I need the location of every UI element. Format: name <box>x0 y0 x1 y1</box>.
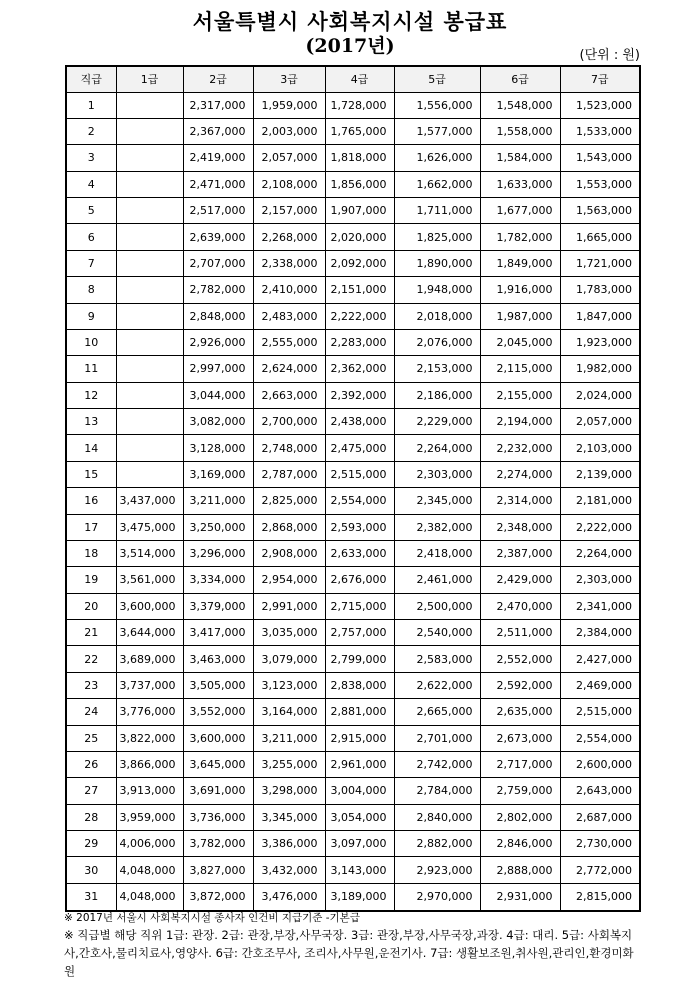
table-row <box>66 778 640 804</box>
step-cell: 22 <box>66 646 116 672</box>
table-row <box>66 646 640 672</box>
salary-cell: 2,868,000 <box>253 514 325 540</box>
salary-cell: 2,108,000 <box>253 171 325 197</box>
salary-cell: 1,825,000 <box>394 224 480 250</box>
salary-cell: 3,334,000 <box>183 567 253 593</box>
table-row <box>66 883 640 911</box>
salary-cell: 2,392,000 <box>325 382 394 408</box>
salary-cell: 1,626,000 <box>394 145 480 171</box>
salary-cell: 2,888,000 <box>480 857 560 883</box>
salary-cell: 1,728,000 <box>325 92 394 118</box>
step-cell: 29 <box>66 831 116 857</box>
salary-cell: 2,848,000 <box>183 303 253 329</box>
step-cell: 20 <box>66 593 116 619</box>
salary-cell: 2,338,000 <box>253 250 325 276</box>
salary-cell: 2,701,000 <box>394 725 480 751</box>
salary-cell: 3,097,000 <box>325 831 394 857</box>
step-cell: 5 <box>66 198 116 224</box>
salary-cell: 3,736,000 <box>183 804 253 830</box>
salary-cell: 2,057,000 <box>253 145 325 171</box>
table-row <box>66 303 640 329</box>
salary-cell: 3,505,000 <box>183 672 253 698</box>
step-cell: 13 <box>66 409 116 435</box>
column-header: 1급 <box>116 66 183 92</box>
salary-cell: 1,563,000 <box>560 198 640 224</box>
step-cell: 18 <box>66 540 116 566</box>
salary-cell: 3,463,000 <box>183 646 253 672</box>
salary-cell: 2,717,000 <box>480 751 560 777</box>
salary-cell: 2,881,000 <box>325 699 394 725</box>
salary-cell: 3,959,000 <box>116 804 183 830</box>
salary-cell: 2,194,000 <box>480 409 560 435</box>
step-cell: 23 <box>66 672 116 698</box>
salary-cell: 3,561,000 <box>116 567 183 593</box>
salary-cell: 3,250,000 <box>183 514 253 540</box>
salary-cell: 3,432,000 <box>253 857 325 883</box>
salary-cell: 2,181,000 <box>560 488 640 514</box>
salary-cell: 3,255,000 <box>253 751 325 777</box>
salary-cell: 2,665,000 <box>394 699 480 725</box>
salary-cell: 2,583,000 <box>394 646 480 672</box>
column-header: 4급 <box>325 66 394 92</box>
table-body <box>66 92 640 911</box>
step-cell: 15 <box>66 461 116 487</box>
table-row <box>66 356 640 382</box>
salary-cell: 2,384,000 <box>560 620 640 646</box>
salary-cell: 1,783,000 <box>560 277 640 303</box>
page-subtitle: (2017년) <box>305 35 395 57</box>
salary-cell: 1,533,000 <box>560 118 640 144</box>
table-row <box>66 567 640 593</box>
salary-cell <box>116 356 183 382</box>
step-cell: 10 <box>66 329 116 355</box>
salary-cell: 1,711,000 <box>394 198 480 224</box>
salary-cell: 3,004,000 <box>325 778 394 804</box>
salary-cell: 2,997,000 <box>183 356 253 382</box>
salary-cell: 2,600,000 <box>560 751 640 777</box>
salary-cell: 1,959,000 <box>253 92 325 118</box>
salary-cell: 2,303,000 <box>394 461 480 487</box>
salary-cell <box>116 92 183 118</box>
salary-cell: 2,730,000 <box>560 831 640 857</box>
salary-cell: 1,916,000 <box>480 277 560 303</box>
salary-cell <box>116 250 183 276</box>
salary-cell: 2,787,000 <box>253 461 325 487</box>
salary-cell: 2,923,000 <box>394 857 480 883</box>
salary-cell: 2,908,000 <box>253 540 325 566</box>
salary-cell <box>116 329 183 355</box>
salary-cell: 2,274,000 <box>480 461 560 487</box>
table-row <box>66 699 640 725</box>
step-cell: 7 <box>66 250 116 276</box>
footnote-basis: ※ 2017년 서울시 사회복지시설 종사자 인건비 지급기준 -기본급 <box>64 912 360 924</box>
table-row <box>66 329 640 355</box>
salary-cell: 3,211,000 <box>183 488 253 514</box>
step-cell: 28 <box>66 804 116 830</box>
salary-cell: 2,961,000 <box>325 751 394 777</box>
salary-cell: 1,907,000 <box>325 198 394 224</box>
salary-cell <box>116 461 183 487</box>
salary-cell: 2,593,000 <box>325 514 394 540</box>
salary-cell <box>116 303 183 329</box>
salary-cell: 2,511,000 <box>480 620 560 646</box>
salary-cell: 2,784,000 <box>394 778 480 804</box>
salary-cell: 2,157,000 <box>253 198 325 224</box>
salary-cell: 2,155,000 <box>480 382 560 408</box>
step-cell: 3 <box>66 145 116 171</box>
salary-cell: 1,948,000 <box>394 277 480 303</box>
salary-cell: 2,419,000 <box>183 145 253 171</box>
step-cell: 11 <box>66 356 116 382</box>
salary-cell: 2,673,000 <box>480 725 560 751</box>
salary-cell: 1,818,000 <box>325 145 394 171</box>
salary-cell: 2,552,000 <box>480 646 560 672</box>
salary-cell <box>116 118 183 144</box>
salary-cell: 2,057,000 <box>560 409 640 435</box>
salary-cell: 2,624,000 <box>253 356 325 382</box>
salary-cell: 3,475,000 <box>116 514 183 540</box>
step-cell: 24 <box>66 699 116 725</box>
table-row <box>66 171 640 197</box>
column-header: 5급 <box>394 66 480 92</box>
salary-cell: 2,283,000 <box>325 329 394 355</box>
salary-cell: 2,268,000 <box>253 224 325 250</box>
footnotes <box>64 910 639 980</box>
salary-cell: 2,264,000 <box>394 435 480 461</box>
salary-cell: 2,469,000 <box>560 672 640 698</box>
salary-cell: 2,018,000 <box>394 303 480 329</box>
salary-cell: 3,737,000 <box>116 672 183 698</box>
salary-cell: 2,222,000 <box>325 303 394 329</box>
salary-cell <box>116 435 183 461</box>
unit-label: (단위 : 원) <box>579 48 640 63</box>
salary-cell: 2,461,000 <box>394 567 480 593</box>
salary-cell: 2,840,000 <box>394 804 480 830</box>
salary-cell: 1,987,000 <box>480 303 560 329</box>
salary-cell: 2,643,000 <box>560 778 640 804</box>
salary-cell: 2,838,000 <box>325 672 394 698</box>
salary-cell: 2,003,000 <box>253 118 325 144</box>
salary-cell: 2,151,000 <box>325 277 394 303</box>
salary-cell: 2,554,000 <box>560 725 640 751</box>
salary-cell: 2,429,000 <box>480 567 560 593</box>
salary-cell: 3,189,000 <box>325 883 394 911</box>
step-cell: 8 <box>66 277 116 303</box>
salary-cell: 1,923,000 <box>560 329 640 355</box>
salary-cell: 3,476,000 <box>253 883 325 911</box>
salary-cell: 1,584,000 <box>480 145 560 171</box>
salary-cell: 2,931,000 <box>480 883 560 911</box>
table-row <box>66 277 640 303</box>
salary-cell: 2,515,000 <box>560 699 640 725</box>
salary-cell: 3,211,000 <box>253 725 325 751</box>
salary-cell: 1,577,000 <box>394 118 480 144</box>
salary-cell: 3,600,000 <box>116 593 183 619</box>
salary-cell: 3,872,000 <box>183 883 253 911</box>
salary-cell: 2,483,000 <box>253 303 325 329</box>
table-row <box>66 488 640 514</box>
step-cell: 21 <box>66 620 116 646</box>
salary-cell: 1,782,000 <box>480 224 560 250</box>
salary-cell: 2,825,000 <box>253 488 325 514</box>
salary-cell: 1,556,000 <box>394 92 480 118</box>
salary-cell: 3,776,000 <box>116 699 183 725</box>
salary-cell <box>116 145 183 171</box>
salary-cell: 4,048,000 <box>116 857 183 883</box>
table-row <box>66 118 640 144</box>
salary-cell: 2,715,000 <box>325 593 394 619</box>
step-cell: 9 <box>66 303 116 329</box>
step-cell: 4 <box>66 171 116 197</box>
table-header-row <box>66 66 640 92</box>
salary-cell: 2,076,000 <box>394 329 480 355</box>
salary-cell: 1,765,000 <box>325 118 394 144</box>
salary-cell: 1,558,000 <box>480 118 560 144</box>
salary-cell: 2,540,000 <box>394 620 480 646</box>
salary-cell: 2,438,000 <box>325 409 394 435</box>
table-row <box>66 804 640 830</box>
table-row <box>66 224 640 250</box>
salary-cell: 2,622,000 <box>394 672 480 698</box>
salary-cell: 2,592,000 <box>480 672 560 698</box>
step-cell: 14 <box>66 435 116 461</box>
salary-cell: 2,815,000 <box>560 883 640 911</box>
salary-cell: 2,303,000 <box>560 567 640 593</box>
salary-cell: 2,970,000 <box>394 883 480 911</box>
salary-cell: 2,410,000 <box>253 277 325 303</box>
salary-cell <box>116 224 183 250</box>
salary-cell: 2,232,000 <box>480 435 560 461</box>
step-cell: 25 <box>66 725 116 751</box>
salary-cell: 2,115,000 <box>480 356 560 382</box>
salary-cell: 3,644,000 <box>116 620 183 646</box>
salary-cell: 3,437,000 <box>116 488 183 514</box>
salary-cell: 2,348,000 <box>480 514 560 540</box>
salary-cell: 2,186,000 <box>394 382 480 408</box>
salary-cell: 2,663,000 <box>253 382 325 408</box>
step-cell: 30 <box>66 857 116 883</box>
step-cell: 19 <box>66 567 116 593</box>
salary-cell: 3,169,000 <box>183 461 253 487</box>
salary-cell: 2,846,000 <box>480 831 560 857</box>
footnote-positions: ※ 직급별 해당 직위 1급: 관장. 2급: 관장,부장,사무국장. 3급: 관장,부장,사무국장,과장. 4급: 대리. 5급: 사회복지사,간호사,물리치료사,영양사. 6급: 간호조무사, 조리사,사무원,운전기사. 7급: 생활보조원,취사원,관리인,환경미화원 <box>64 928 634 978</box>
salary-cell: 2,554,000 <box>325 488 394 514</box>
salary-cell: 3,689,000 <box>116 646 183 672</box>
salary-cell: 2,759,000 <box>480 778 560 804</box>
salary-cell: 2,229,000 <box>394 409 480 435</box>
salary-cell: 3,345,000 <box>253 804 325 830</box>
salary-cell: 2,802,000 <box>480 804 560 830</box>
salary-cell: 3,296,000 <box>183 540 253 566</box>
salary-cell: 2,915,000 <box>325 725 394 751</box>
salary-cell: 1,856,000 <box>325 171 394 197</box>
salary-cell: 2,045,000 <box>480 329 560 355</box>
salary-cell: 2,314,000 <box>480 488 560 514</box>
salary-cell: 1,553,000 <box>560 171 640 197</box>
salary-cell: 2,991,000 <box>253 593 325 619</box>
salary-cell: 1,662,000 <box>394 171 480 197</box>
salary-cell <box>116 277 183 303</box>
step-cell: 17 <box>66 514 116 540</box>
salary-cell <box>116 409 183 435</box>
salary-cell: 3,044,000 <box>183 382 253 408</box>
salary-cell: 2,470,000 <box>480 593 560 619</box>
salary-cell: 3,514,000 <box>116 540 183 566</box>
salary-cell: 2,635,000 <box>480 699 560 725</box>
table-row <box>66 198 640 224</box>
salary-cell: 2,341,000 <box>560 593 640 619</box>
salary-cell: 1,982,000 <box>560 356 640 382</box>
step-cell: 1 <box>66 92 116 118</box>
salary-cell: 3,298,000 <box>253 778 325 804</box>
salary-cell: 4,048,000 <box>116 883 183 911</box>
salary-cell: 4,006,000 <box>116 831 183 857</box>
salary-cell: 2,362,000 <box>325 356 394 382</box>
salary-cell: 2,418,000 <box>394 540 480 566</box>
salary-cell: 2,020,000 <box>325 224 394 250</box>
salary-cell: 2,387,000 <box>480 540 560 566</box>
salary-cell: 1,523,000 <box>560 92 640 118</box>
salary-table <box>65 65 641 912</box>
salary-cell: 2,317,000 <box>183 92 253 118</box>
salary-cell: 2,676,000 <box>325 567 394 593</box>
step-cell: 31 <box>66 883 116 911</box>
salary-cell: 3,123,000 <box>253 672 325 698</box>
salary-cell: 2,103,000 <box>560 435 640 461</box>
table-row <box>66 751 640 777</box>
salary-cell: 2,633,000 <box>325 540 394 566</box>
table-row <box>66 435 640 461</box>
table-row <box>66 514 640 540</box>
table-row <box>66 382 640 408</box>
salary-cell: 3,379,000 <box>183 593 253 619</box>
step-cell: 6 <box>66 224 116 250</box>
salary-cell: 1,847,000 <box>560 303 640 329</box>
column-header: 6급 <box>480 66 560 92</box>
salary-cell <box>116 198 183 224</box>
salary-cell: 2,772,000 <box>560 857 640 883</box>
salary-cell: 3,552,000 <box>183 699 253 725</box>
salary-cell: 3,822,000 <box>116 725 183 751</box>
salary-cell: 2,782,000 <box>183 277 253 303</box>
step-cell: 12 <box>66 382 116 408</box>
column-header: 2급 <box>183 66 253 92</box>
salary-cell: 3,035,000 <box>253 620 325 646</box>
salary-cell: 1,890,000 <box>394 250 480 276</box>
table-row <box>66 593 640 619</box>
salary-cell: 2,367,000 <box>183 118 253 144</box>
salary-cell: 2,926,000 <box>183 329 253 355</box>
table-row <box>66 540 640 566</box>
salary-cell: 1,721,000 <box>560 250 640 276</box>
salary-cell: 1,665,000 <box>560 224 640 250</box>
column-header: 7급 <box>560 66 640 92</box>
salary-cell: 1,543,000 <box>560 145 640 171</box>
salary-cell: 2,700,000 <box>253 409 325 435</box>
salary-cell: 3,691,000 <box>183 778 253 804</box>
table-row <box>66 672 640 698</box>
salary-cell: 2,264,000 <box>560 540 640 566</box>
salary-cell: 2,139,000 <box>560 461 640 487</box>
salary-cell: 2,024,000 <box>560 382 640 408</box>
salary-cell: 3,164,000 <box>253 699 325 725</box>
salary-cell: 3,645,000 <box>183 751 253 777</box>
salary-cell: 2,882,000 <box>394 831 480 857</box>
step-cell: 27 <box>66 778 116 804</box>
salary-cell: 2,555,000 <box>253 329 325 355</box>
table-row <box>66 831 640 857</box>
salary-cell: 2,222,000 <box>560 514 640 540</box>
salary-cell: 3,128,000 <box>183 435 253 461</box>
table-row <box>66 92 640 118</box>
salary-cell: 2,687,000 <box>560 804 640 830</box>
salary-cell: 1,677,000 <box>480 198 560 224</box>
column-header: 3급 <box>253 66 325 92</box>
table-row <box>66 857 640 883</box>
salary-cell: 3,386,000 <box>253 831 325 857</box>
salary-cell: 1,849,000 <box>480 250 560 276</box>
salary-cell: 3,417,000 <box>183 620 253 646</box>
salary-cell: 3,082,000 <box>183 409 253 435</box>
salary-cell: 2,639,000 <box>183 224 253 250</box>
salary-cell <box>116 171 183 197</box>
salary-cell: 3,866,000 <box>116 751 183 777</box>
salary-cell: 2,707,000 <box>183 250 253 276</box>
page-title: 서울특별시 사회복지시설 봉급표 <box>192 9 508 34</box>
column-header: 직급 <box>66 66 116 92</box>
step-cell: 16 <box>66 488 116 514</box>
salary-cell: 2,748,000 <box>253 435 325 461</box>
salary-cell: 2,092,000 <box>325 250 394 276</box>
salary-cell: 2,471,000 <box>183 171 253 197</box>
salary-cell <box>116 382 183 408</box>
salary-cell: 2,517,000 <box>183 198 253 224</box>
table-row <box>66 620 640 646</box>
step-cell: 2 <box>66 118 116 144</box>
salary-cell: 2,475,000 <box>325 435 394 461</box>
salary-cell: 3,782,000 <box>183 831 253 857</box>
salary-cell: 3,600,000 <box>183 725 253 751</box>
salary-cell: 2,427,000 <box>560 646 640 672</box>
salary-cell: 3,143,000 <box>325 857 394 883</box>
salary-cell: 2,345,000 <box>394 488 480 514</box>
salary-cell: 3,054,000 <box>325 804 394 830</box>
salary-cell: 3,079,000 <box>253 646 325 672</box>
salary-cell: 3,827,000 <box>183 857 253 883</box>
table-row <box>66 250 640 276</box>
salary-cell: 2,382,000 <box>394 514 480 540</box>
salary-cell: 2,757,000 <box>325 620 394 646</box>
salary-cell: 2,500,000 <box>394 593 480 619</box>
table-row <box>66 145 640 171</box>
step-cell: 26 <box>66 751 116 777</box>
table-row <box>66 461 640 487</box>
salary-cell: 2,799,000 <box>325 646 394 672</box>
table-row <box>66 725 640 751</box>
salary-cell: 1,548,000 <box>480 92 560 118</box>
table-row <box>66 409 640 435</box>
salary-cell: 1,633,000 <box>480 171 560 197</box>
salary-cell: 2,153,000 <box>394 356 480 382</box>
salary-cell: 2,954,000 <box>253 567 325 593</box>
salary-cell: 3,913,000 <box>116 778 183 804</box>
salary-cell: 2,515,000 <box>325 461 394 487</box>
salary-cell: 2,742,000 <box>394 751 480 777</box>
